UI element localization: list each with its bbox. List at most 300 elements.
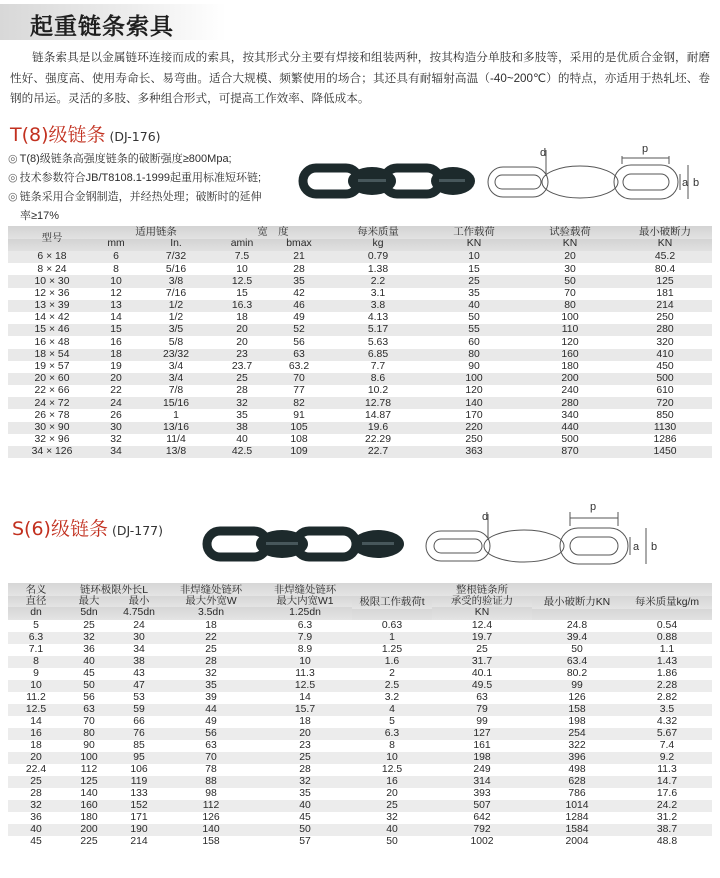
table-cell: 720 (656, 397, 674, 409)
table-cell: 35 (205, 680, 217, 692)
table-cell: 1 (173, 409, 179, 421)
table-cell: 5.17 (367, 324, 389, 336)
table-cell: 15 × 46 (34, 324, 70, 336)
table-cell: 30 (133, 632, 145, 644)
table-cell: 1/2 (168, 312, 184, 324)
table-cell: 32 (83, 632, 95, 644)
table-row (8, 812, 712, 824)
table-cell: 40 (299, 800, 311, 812)
table-cell: 16.3 (231, 300, 253, 312)
table-cell: 140 (465, 397, 483, 409)
table-cell: 10 (30, 680, 42, 692)
table-cell: 109 (290, 446, 308, 458)
table-cell: 56 (205, 728, 217, 740)
col-length-max-formula: 5dn (80, 607, 98, 618)
table-cell: 38 (133, 656, 145, 668)
col-dn-3: dn (30, 607, 42, 618)
table-cell: 79 (476, 704, 488, 716)
table-cell: 80 (468, 348, 480, 360)
col-wll-unit: KN (466, 237, 482, 249)
diagram-link-inner (570, 537, 618, 555)
table-cell: 22 (110, 385, 122, 397)
table-cell: 8 (33, 656, 39, 668)
table-cell: 48.8 (656, 836, 678, 848)
table-row (8, 836, 712, 848)
s6-header-row (8, 583, 712, 596)
table-cell: 50 (299, 824, 311, 836)
table-cell: 850 (656, 409, 674, 421)
table-cell: 160 (80, 800, 98, 812)
table-cell: 322 (568, 740, 586, 752)
table-cell: 133 (130, 788, 148, 800)
table-cell: 47 (133, 680, 145, 692)
table-cell: 11/4 (166, 434, 186, 446)
col-break: 最小破断力 (639, 227, 691, 238)
col-break: 最小破断力KN (543, 597, 611, 608)
table-cell: 161 (473, 740, 491, 752)
table-cell: 98 (205, 788, 217, 800)
table-cell: 5.63 (367, 336, 389, 348)
table-cell: 14 (110, 312, 122, 324)
table-cell: 20 (236, 336, 248, 348)
table-cell: 7.7 (370, 361, 386, 373)
table-cell: 40 (30, 824, 42, 836)
table-cell: 0.88 (656, 632, 678, 644)
diagram-label-d: d (482, 511, 489, 523)
table-cell: 200 (561, 373, 579, 385)
table-cell: 25 (30, 776, 42, 788)
table-cell: 30 × 90 (34, 421, 70, 433)
table-cell: 100 (561, 312, 579, 324)
table-cell: 36 (30, 812, 42, 824)
table-cell: 63.2 (288, 361, 310, 373)
t8-section-heading (10, 120, 161, 147)
table-cell: 126 (568, 692, 586, 704)
t8-spec-table (8, 226, 712, 458)
table-cell: 249 (473, 764, 491, 776)
table-cell: 50 (571, 644, 583, 656)
table-cell: 190 (130, 824, 148, 836)
table-cell: 63.4 (566, 656, 588, 668)
table-cell: 28 (299, 764, 311, 776)
table-cell: 50 (564, 275, 576, 287)
table-cell: 22.7 (367, 446, 389, 458)
table-cell: 396 (568, 752, 586, 764)
table-row (8, 680, 712, 692)
table-cell: 214 (130, 836, 148, 848)
table-cell: 45 (30, 836, 42, 848)
table-cell: 45 (299, 812, 311, 824)
table-cell: 24 (133, 620, 145, 632)
t8-header-row (8, 226, 712, 239)
table-row (8, 668, 712, 680)
table-cell: 16 (30, 728, 42, 740)
table-cell: 12.4 (471, 620, 493, 632)
table-cell: 28 (236, 385, 248, 397)
table-cell: 254 (568, 728, 586, 740)
table-cell: 1014 (565, 800, 589, 812)
table-cell: 340 (561, 409, 579, 421)
table-cell: 10 (236, 263, 248, 275)
table-cell: 8 (113, 263, 119, 275)
table-cell: 6.3 (297, 620, 313, 632)
diagram-label-p: p (642, 143, 649, 155)
table-cell: 280 (656, 324, 674, 336)
table-cell: 3.5 (659, 704, 675, 716)
table-cell: 9.2 (659, 752, 675, 764)
t8-note-2: ◎ 技术参数符合JB/T8108.1-1999起重用标准短环链; (8, 172, 262, 184)
table-cell: 50 (468, 312, 480, 324)
table-cell: 314 (473, 776, 491, 788)
col-length: 链环极限外长L (79, 585, 149, 596)
table-cell: 34 × 126 (31, 446, 73, 458)
s6-chain-photo (200, 515, 410, 573)
table-cell: 22.29 (364, 434, 391, 446)
table-cell: 46 (293, 300, 305, 312)
col-width-max: bmax (286, 237, 312, 249)
table-row (8, 656, 712, 668)
table-cell: 12.5 (25, 704, 47, 716)
table-cell: 6.85 (367, 348, 389, 360)
table-cell: 7.5 (234, 251, 250, 263)
table-cell: 1284 (565, 812, 589, 824)
table-cell: 12.5 (231, 275, 253, 287)
table-cell: 90 (83, 740, 95, 752)
table-cell: 70 (205, 752, 217, 764)
table-row (8, 716, 712, 728)
diagram-label-a: a (633, 541, 640, 553)
table-cell: 125 (80, 776, 98, 788)
table-cell: 5/8 (168, 336, 184, 348)
diagram-link-inner (495, 175, 541, 189)
table-cell: 52 (293, 324, 305, 336)
chain-highlight (439, 179, 465, 182)
s6-section-heading (12, 514, 163, 541)
table-cell: 507 (473, 800, 491, 812)
table-cell: 18 (236, 312, 248, 324)
table-cell: 85 (133, 740, 145, 752)
table-cell: 120 (465, 385, 483, 397)
table-cell: 3/5 (168, 324, 184, 336)
table-cell: 410 (656, 348, 674, 360)
table-cell: 250 (465, 434, 483, 446)
table-cell: 140 (202, 824, 220, 836)
table-cell: 20 (30, 752, 42, 764)
intro-paragraph: 链条索具是以金属链环连接而成的索具，按其形式分主要有焊接和组装两种，按其构造分单肢和多肢等，采用的是优质合金钢，耐磨性好、强度高、使用寿命长、易弯曲。适合大规模、频繁使用的场合；其还具有耐辐射高温（-40~200℃）的特点，亦适用于热轧坯、卷钢的吊运。灵活的多肢、多种组合形式，可提高工作效率、降低成本。 (10, 51, 710, 105)
table-cell: 34 (133, 644, 145, 656)
table-cell: 1.1 (659, 644, 675, 656)
col-length-max: 最大 (78, 596, 100, 607)
table-cell: 125 (656, 275, 674, 287)
table-cell: 42.5 (231, 446, 253, 458)
table-cell: 112 (202, 800, 220, 812)
table-cell: 35 (236, 409, 248, 421)
table-cell: 3.1 (370, 287, 386, 299)
col-wll: 极限工作载荷t (359, 597, 425, 608)
table-cell: 7/16 (165, 287, 187, 299)
table-cell: 24.2 (656, 800, 678, 812)
table-cell: 7/8 (168, 385, 184, 397)
table-cell: 25 (83, 620, 95, 632)
table-cell: 170 (465, 409, 483, 421)
bullet-icon: ◎ (8, 172, 18, 184)
table-cell: 14 (30, 716, 42, 728)
table-cell: 214 (656, 300, 674, 312)
table-row (8, 764, 712, 776)
table-cell: 43 (133, 668, 145, 680)
table-cell: 12.78 (364, 397, 391, 409)
table-cell: 6.3 (384, 728, 400, 740)
table-cell: 6 × 18 (37, 251, 67, 263)
col-proof-1: 整根链条所 (456, 585, 508, 596)
col-wll: 工作载荷 (453, 227, 495, 238)
table-cell: 14 × 42 (34, 312, 70, 324)
table-cell: 20 (110, 373, 122, 385)
table-cell: 320 (656, 336, 674, 348)
table-cell: 90 (468, 361, 480, 373)
table-cell: 1.43 (656, 656, 678, 668)
t8-title: T(8)级链条 (10, 124, 106, 146)
table-cell: 50 (83, 680, 95, 692)
table-cell: 3.8 (370, 300, 386, 312)
s6-spec-table (8, 583, 712, 848)
table-cell: 39 (205, 692, 217, 704)
table-cell: 20 (299, 728, 311, 740)
table-cell: 80 (564, 300, 576, 312)
diagram-link-outline (614, 165, 678, 199)
col-dn-2: 直径 (25, 596, 47, 607)
table-cell: 49 (205, 716, 217, 728)
table-cell: 1/2 (168, 300, 184, 312)
table-cell: 15 (110, 324, 122, 336)
t8-chain-photo (296, 150, 476, 210)
col-outer-width-1: 非焊缝处链环 (179, 585, 243, 596)
table-cell: 1.38 (367, 263, 389, 275)
table-cell: 119 (130, 776, 148, 788)
s6-code: (DJ-177) (111, 523, 163, 538)
table-cell: 140 (80, 788, 98, 800)
table-cell: 2.82 (656, 692, 678, 704)
col-test-unit: KN (562, 237, 578, 249)
table-cell: 15 (468, 263, 480, 275)
col-proof-2: 承受的验证力 (450, 596, 514, 607)
table-cell: 792 (473, 824, 491, 836)
table-cell: 19 × 57 (34, 361, 70, 373)
table-row (8, 704, 712, 716)
table-cell: 240 (561, 385, 579, 397)
table-cell: 70 (293, 373, 305, 385)
t8-table-body (8, 251, 712, 458)
table-row (8, 349, 712, 361)
diagram-link-outline (484, 530, 564, 562)
s6-table-body (8, 620, 712, 848)
table-cell: 0.54 (656, 620, 678, 632)
table-cell: 610 (656, 385, 674, 397)
table-cell: 1002 (470, 836, 494, 848)
table-cell: 250 (656, 312, 674, 324)
table-cell: 40.1 (471, 668, 493, 680)
table-cell: 363 (465, 446, 483, 458)
table-row (8, 336, 712, 348)
table-cell: 38.7 (656, 824, 678, 836)
table-cell: 498 (568, 764, 586, 776)
table-cell: 18 (205, 620, 217, 632)
table-cell: 32 (110, 434, 122, 446)
table-cell: 158 (568, 704, 586, 716)
table-cell: 106 (130, 764, 148, 776)
table-cell: 70 (83, 716, 95, 728)
table-cell: 440 (561, 421, 579, 433)
table-cell: 80 (83, 728, 95, 740)
col-test: 试验载荷 (549, 227, 591, 238)
table-cell: 30 (110, 421, 122, 433)
table-cell: 3/4 (168, 373, 184, 385)
table-cell: 19.7 (471, 632, 493, 644)
table-cell: 20 × 60 (34, 373, 70, 385)
table-cell: 12.5 (294, 680, 316, 692)
table-cell: 63 (293, 348, 305, 360)
t8-note-3-cont: 率≥17% (20, 210, 60, 222)
table-cell: 12.5 (381, 764, 403, 776)
table-cell: 21 (293, 251, 305, 263)
table-cell: 126 (202, 812, 220, 824)
table-cell: 80.4 (654, 263, 676, 275)
diagram-link-inner (623, 174, 669, 190)
col-outer-width-formula: 3.5dn (197, 607, 224, 618)
col-dn-1: 名义 (25, 585, 47, 596)
table-cell: 10 (468, 251, 480, 263)
table-cell: 19.6 (367, 421, 389, 433)
table-cell: 59 (133, 704, 145, 716)
table-cell: 3/4 (168, 361, 184, 373)
table-row (8, 312, 712, 324)
col-mass-unit: kg (372, 237, 384, 249)
table-cell: 280 (561, 397, 579, 409)
table-cell: 7.1 (28, 644, 44, 656)
table-cell: 57 (299, 836, 311, 848)
col-length-min-formula: 4.75dn (123, 607, 155, 618)
table-cell: 17.6 (656, 788, 678, 800)
table-cell: 11.3 (295, 668, 315, 680)
table-cell: 127 (473, 728, 491, 740)
t8-subheader-row (8, 239, 712, 252)
s6-chain-dimension-diagram (420, 496, 670, 582)
table-cell: 5 (33, 620, 39, 632)
table-cell: 24.8 (566, 620, 588, 632)
table-cell: 40 (83, 656, 95, 668)
col-length-min: 最小 (128, 596, 150, 607)
table-cell: 1286 (653, 434, 677, 446)
table-row (8, 288, 712, 300)
diagram-label-d: d (540, 147, 547, 159)
table-cell: 24 (110, 397, 122, 409)
table-cell: 25 (236, 373, 248, 385)
bullet-icon: ◎ (8, 153, 18, 165)
table-cell: 80.2 (566, 668, 588, 680)
table-cell: 628 (568, 776, 586, 788)
table-cell: 32 × 96 (34, 434, 70, 446)
table-cell: 53 (133, 692, 145, 704)
col-model: 型号 (41, 233, 63, 245)
table-cell: 4.32 (656, 716, 678, 728)
table-cell: 6.3 (28, 632, 44, 644)
table-cell: 22.4 (25, 764, 47, 776)
table-cell: 40 (386, 824, 398, 836)
table-cell: 1450 (653, 446, 677, 458)
table-cell: 25 (468, 275, 480, 287)
table-cell: 35 (468, 287, 480, 299)
table-cell: 15.7 (294, 704, 316, 716)
diagram-link-outline (426, 531, 490, 561)
table-cell: 8 × 24 (37, 263, 67, 275)
table-cell: 500 (561, 434, 579, 446)
col-inner-width-1: 非焊缝处链环 (273, 585, 337, 596)
table-cell: 31.2 (656, 812, 678, 824)
table-cell: 2.5 (384, 680, 400, 692)
table-cell: 35 (293, 275, 305, 287)
table-cell: 39.4 (566, 632, 588, 644)
table-cell: 160 (561, 348, 579, 360)
table-cell: 5/16 (165, 263, 187, 275)
table-cell: 16 (386, 776, 398, 788)
diagram-label-p: p (590, 501, 597, 513)
table-row (8, 434, 712, 446)
table-cell: 28 (293, 263, 305, 275)
table-cell: 158 (202, 836, 220, 848)
col-outer-width-2: 最大外宽W (185, 596, 237, 607)
table-cell: 1.6 (384, 656, 400, 668)
table-cell: 20 (236, 324, 248, 336)
table-cell: 13 (110, 300, 122, 312)
table-cell: 870 (561, 446, 579, 458)
table-cell: 120 (561, 336, 579, 348)
table-row (8, 373, 712, 385)
table-cell: 16 × 48 (34, 336, 70, 348)
table-cell: 49.5 (471, 680, 493, 692)
table-cell: 10 × 30 (34, 275, 70, 287)
table-cell: 25 (299, 752, 311, 764)
table-cell: 8.9 (297, 644, 313, 656)
table-cell: 23 (299, 740, 311, 752)
table-cell: 23 (236, 348, 248, 360)
table-cell: 225 (80, 836, 98, 848)
table-cell: 40 (236, 434, 248, 446)
col-chain-in: In. (170, 237, 182, 249)
t8-note-3: ◎ 链条采用合金钢制造，并经热处理；破断时的延伸 (8, 191, 262, 203)
t8-chain-dimension-diagram (482, 136, 712, 220)
table-cell: 11.2 (26, 692, 46, 704)
table-cell: 110 (561, 324, 579, 336)
table-cell: 45 (83, 668, 95, 680)
table-row (8, 620, 712, 632)
table-cell: 16 (110, 336, 122, 348)
table-cell: 23/32 (162, 348, 189, 360)
table-cell: 24 × 72 (34, 397, 70, 409)
table-cell: 25 (386, 800, 398, 812)
table-row (8, 263, 712, 275)
table-cell: 14.7 (656, 776, 678, 788)
chain-highlight (362, 542, 394, 545)
table-cell: 9 (33, 668, 39, 680)
diagram-label-b: b (651, 541, 658, 553)
table-cell: 63 (476, 692, 488, 704)
table-cell: 3.2 (384, 692, 400, 704)
chain-highlight (358, 179, 386, 182)
table-cell: 55 (468, 324, 480, 336)
table-cell: 34 (110, 446, 122, 458)
chain-highlight (266, 542, 298, 545)
table-cell: 32 (205, 668, 217, 680)
